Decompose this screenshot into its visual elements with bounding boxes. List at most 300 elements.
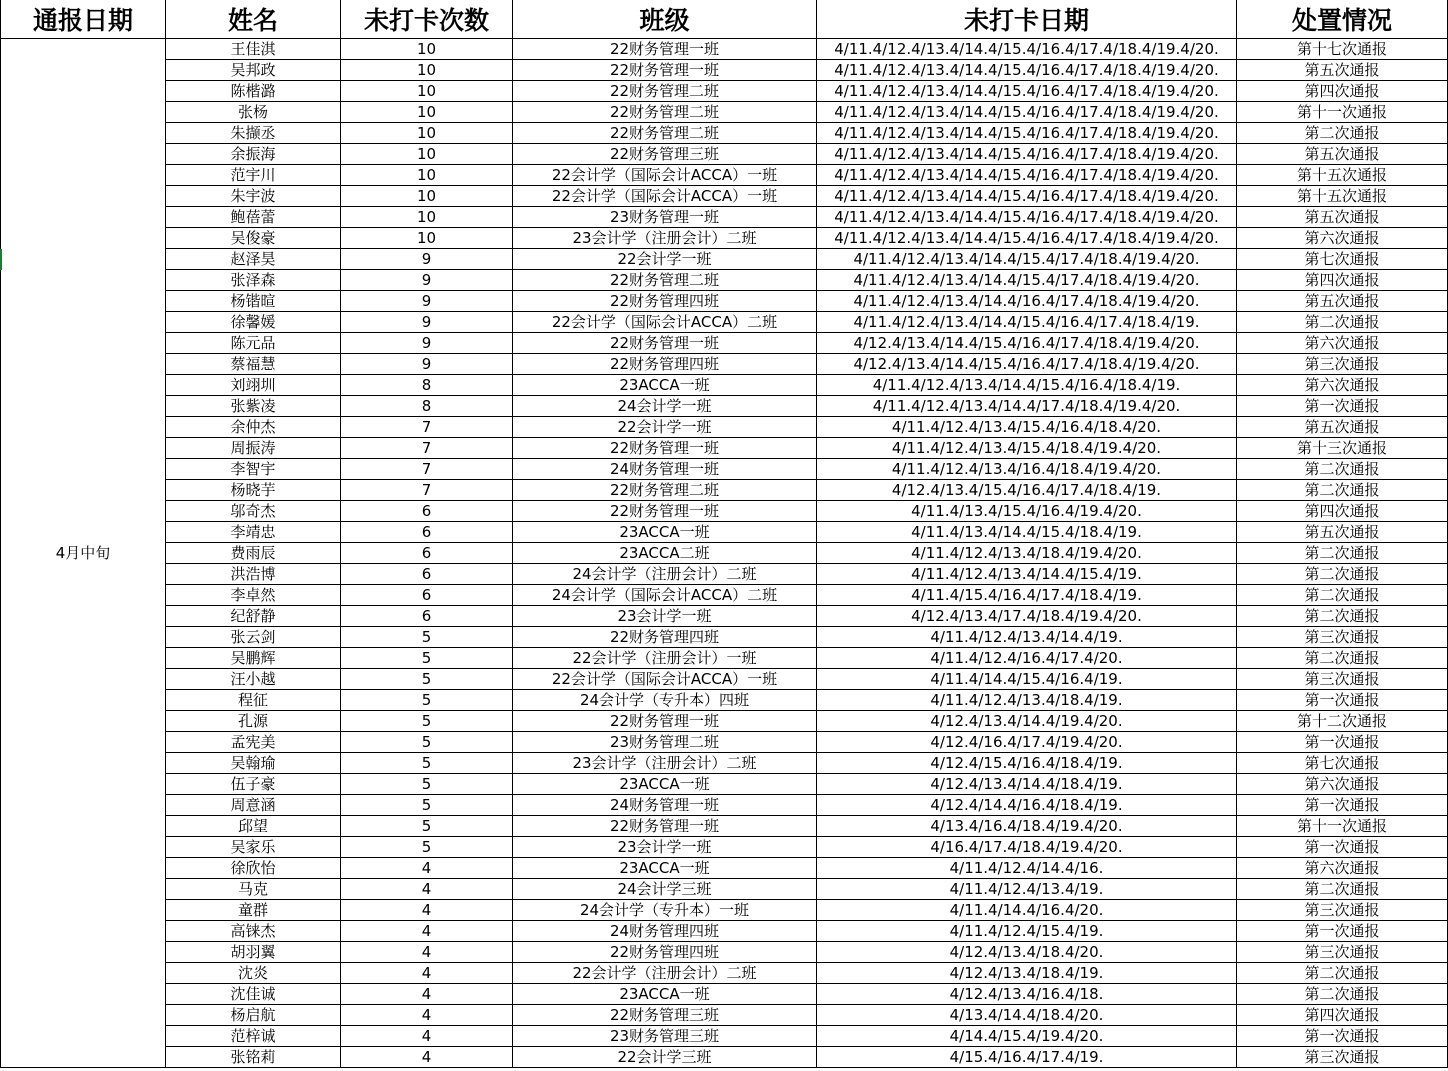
status-cell[interactable]: 第四次通报	[1237, 501, 1448, 522]
missed-dates-cell[interactable]: 4/11.4/12.4/13.4/14.4/15.4/16.4/17.4/18.4/19.4/20.	[817, 186, 1237, 207]
table-row	[1, 1047, 1448, 1068]
status-cell[interactable]: 第三次通报	[1237, 942, 1448, 963]
table-row	[1, 984, 1448, 1005]
missed-dates-cell[interactable]: 4/11.4/12.4/13.4/14.4/15.4/16.4/17.4/18.4/19.4/20.	[817, 81, 1237, 102]
name-cell[interactable]: 杨锴暄	[166, 291, 341, 312]
missed-dates-cell[interactable]: 4/11.4/12.4/13.4/14.4/15.4/16.4/17.4/18.4/19.	[817, 312, 1237, 333]
status-cell[interactable]: 第四次通报	[1237, 81, 1448, 102]
status-cell[interactable]: 第二次通报	[1237, 312, 1448, 333]
status-cell[interactable]: 第二次通报	[1237, 648, 1448, 669]
name-cell[interactable]: 张泽森	[166, 270, 341, 291]
name-cell[interactable]: 吴鹏辉	[166, 648, 341, 669]
name-cell[interactable]: 费雨辰	[166, 543, 341, 564]
class-cell[interactable]: 22会计学三班	[513, 1047, 817, 1068]
class-cell[interactable]: 22财务管理一班	[513, 333, 817, 354]
missed-dates-cell[interactable]: 4/12.4/15.4/16.4/18.4/19.	[817, 753, 1237, 774]
class-cell[interactable]: 22财务管理二班	[513, 102, 817, 123]
missed-count-cell[interactable]: 7	[341, 480, 513, 501]
missed-dates-cell[interactable]: 4/12.4/14.4/16.4/18.4/19.	[817, 795, 1237, 816]
missed-count-cell[interactable]: 10	[341, 165, 513, 186]
missed-dates-cell[interactable]: 4/11.4/12.4/13.4/14.4/15.4/16.4/18.4/19.	[817, 375, 1237, 396]
status-cell[interactable]: 第三次通报	[1237, 669, 1448, 690]
status-cell[interactable]: 第七次通报	[1237, 249, 1448, 270]
table-row	[1, 900, 1448, 921]
table-row	[1, 333, 1448, 354]
report-date-cell[interactable]: 4月中旬	[1, 39, 166, 1068]
missed-dates-cell[interactable]: 4/11.4/12.4/14.4/16.	[817, 858, 1237, 879]
table-row	[1, 438, 1448, 459]
table-row	[1, 942, 1448, 963]
table-row	[1, 165, 1448, 186]
name-cell[interactable]: 范梓诚	[166, 1026, 341, 1047]
missed-count-cell[interactable]: 4	[341, 1026, 513, 1047]
missed-dates-cell[interactable]: 4/11.4/12.4/13.4/14.4/15.4/17.4/18.4/19.4/20.	[817, 270, 1237, 291]
class-cell[interactable]: 23财务管理二班	[513, 732, 817, 753]
missed-count-cell[interactable]: 5	[341, 711, 513, 732]
name-cell[interactable]: 朱撷丞	[166, 123, 341, 144]
header-missed-count[interactable]: 未打卡次数	[341, 0, 513, 39]
table-row	[1, 1026, 1448, 1047]
missed-dates-cell[interactable]: 4/12.4/13.4/14.4/15.4/16.4/17.4/18.4/19.4/20.	[817, 333, 1237, 354]
table-row	[1, 963, 1448, 984]
class-cell[interactable]: 22财务管理四班	[513, 291, 817, 312]
class-cell[interactable]: 22财务管理四班	[513, 627, 817, 648]
name-cell[interactable]: 陈元品	[166, 333, 341, 354]
status-cell[interactable]: 第五次通报	[1237, 60, 1448, 81]
name-cell[interactable]: 杨启航	[166, 1005, 341, 1026]
status-cell[interactable]: 第一次通报	[1237, 690, 1448, 711]
class-cell[interactable]: 22财务管理二班	[513, 123, 817, 144]
table-row	[1, 669, 1448, 690]
class-cell[interactable]: 23ACCA二班	[513, 543, 817, 564]
name-cell[interactable]: 徐馨媛	[166, 312, 341, 333]
class-cell[interactable]: 22财务管理一班	[513, 711, 817, 732]
name-cell[interactable]: 伍子豪	[166, 774, 341, 795]
table-row	[1, 606, 1448, 627]
missed-dates-cell[interactable]: 4/11.4/12.4/15.4/19.	[817, 921, 1237, 942]
missed-count-cell[interactable]: 4	[341, 942, 513, 963]
missed-count-cell[interactable]: 5	[341, 669, 513, 690]
row-selection-marker	[0, 249, 2, 270]
missed-dates-cell[interactable]: 4/11.4/12.4/13.4/14.4/15.4/16.4/17.4/18.4/19.4/20.	[817, 60, 1237, 81]
table-row	[1, 207, 1448, 228]
status-cell[interactable]: 第三次通报	[1237, 354, 1448, 375]
name-cell[interactable]: 吴翰瑜	[166, 753, 341, 774]
table-row	[1, 837, 1448, 858]
name-cell[interactable]: 杨晓芋	[166, 480, 341, 501]
status-cell[interactable]: 第二次通报	[1237, 459, 1448, 480]
missed-count-cell[interactable]: 4	[341, 963, 513, 984]
name-cell[interactable]: 汪小越	[166, 669, 341, 690]
missed-count-cell[interactable]: 4	[341, 900, 513, 921]
name-cell[interactable]: 蔡福慧	[166, 354, 341, 375]
name-cell[interactable]: 邬奇杰	[166, 501, 341, 522]
missed-count-cell[interactable]: 6	[341, 585, 513, 606]
name-cell[interactable]: 余振海	[166, 144, 341, 165]
missed-count-cell[interactable]: 7	[341, 438, 513, 459]
name-cell[interactable]: 鲍蓓蕾	[166, 207, 341, 228]
missed-dates-cell[interactable]: 4/13.4/16.4/18.4/19.4/20.	[817, 816, 1237, 837]
missed-dates-cell[interactable]: 4/12.4/13.4/14.4/15.4/16.4/17.4/18.4/19.4/20.	[817, 354, 1237, 375]
missed-count-cell[interactable]: 9	[341, 354, 513, 375]
missed-count-cell[interactable]: 6	[341, 501, 513, 522]
table-row	[1, 543, 1448, 564]
missed-count-cell[interactable]: 8	[341, 375, 513, 396]
missed-dates-cell[interactable]: 4/12.4/13.4/14.4/19.4/20.	[817, 711, 1237, 732]
class-cell[interactable]: 23财务管理一班	[513, 207, 817, 228]
table-row	[1, 60, 1448, 81]
status-cell[interactable]: 第五次通报	[1237, 417, 1448, 438]
class-cell[interactable]: 22会计学（注册会计）二班	[513, 963, 817, 984]
table-row	[1, 711, 1448, 732]
missed-dates-cell[interactable]: 4/13.4/14.4/18.4/20.	[817, 1005, 1237, 1026]
missed-count-cell[interactable]: 6	[341, 606, 513, 627]
status-cell[interactable]: 第三次通报	[1237, 900, 1448, 921]
missed-count-cell[interactable]: 4	[341, 984, 513, 1005]
table-row	[1, 522, 1448, 543]
table-row	[1, 249, 1448, 270]
status-cell[interactable]: 第四次通报	[1237, 270, 1448, 291]
missed-count-cell[interactable]: 9	[341, 291, 513, 312]
table-row	[1, 354, 1448, 375]
status-cell[interactable]: 第十一次通报	[1237, 102, 1448, 123]
status-cell[interactable]: 第十一次通报	[1237, 816, 1448, 837]
missed-dates-cell[interactable]: 4/11.4/12.4/13.4/14.4/15.4/16.4/17.4/18.4/19.4/20.	[817, 102, 1237, 123]
missed-dates-cell[interactable]: 4/12.4/13.4/14.4/18.4/19.	[817, 774, 1237, 795]
missed-count-cell[interactable]: 5	[341, 627, 513, 648]
table-row	[1, 123, 1448, 144]
status-cell[interactable]: 第十五次通报	[1237, 186, 1448, 207]
name-cell[interactable]: 陈楷潞	[166, 81, 341, 102]
missed-count-cell[interactable]: 4	[341, 921, 513, 942]
class-cell[interactable]: 24会计学（国际会计ACCA）二班	[513, 585, 817, 606]
class-cell[interactable]: 23会计学一班	[513, 837, 817, 858]
class-cell[interactable]: 23财务管理三班	[513, 1026, 817, 1047]
name-cell[interactable]: 程征	[166, 690, 341, 711]
table-row	[1, 312, 1448, 333]
table-row	[1, 774, 1448, 795]
table-body	[1, 39, 1448, 1068]
status-cell[interactable]: 第二次通报	[1237, 879, 1448, 900]
missed-dates-cell[interactable]: 4/12.4/13.4/17.4/18.4/19.4/20.	[817, 606, 1237, 627]
class-cell[interactable]: 23ACCA一班	[513, 375, 817, 396]
status-cell[interactable]: 第二次通报	[1237, 585, 1448, 606]
missed-dates-cell[interactable]: 4/16.4/17.4/18.4/19.4/20.	[817, 837, 1237, 858]
missed-count-cell[interactable]: 4	[341, 1047, 513, 1068]
status-cell[interactable]: 第四次通报	[1237, 1005, 1448, 1026]
name-cell[interactable]: 张铭莉	[166, 1047, 341, 1068]
missed-count-cell[interactable]: 4	[341, 1005, 513, 1026]
missed-count-cell[interactable]: 4	[341, 879, 513, 900]
missed-dates-cell[interactable]: 4/11.4/14.4/15.4/16.4/19.	[817, 669, 1237, 690]
class-cell[interactable]: 24财务管理一班	[513, 795, 817, 816]
class-cell[interactable]: 22会计学一班	[513, 417, 817, 438]
status-cell[interactable]: 第三次通报	[1237, 627, 1448, 648]
name-cell[interactable]: 沈炎	[166, 963, 341, 984]
status-cell[interactable]: 第一次通报	[1237, 795, 1448, 816]
name-cell[interactable]: 李智宇	[166, 459, 341, 480]
missed-count-cell[interactable]: 5	[341, 774, 513, 795]
class-cell[interactable]: 24会计学一班	[513, 396, 817, 417]
name-cell[interactable]: 张杨	[166, 102, 341, 123]
missed-dates-cell[interactable]: 4/12.4/13.4/18.4/20.	[817, 942, 1237, 963]
class-cell[interactable]: 23ACCA一班	[513, 984, 817, 1005]
table-row	[1, 144, 1448, 165]
missed-dates-cell[interactable]: 4/15.4/16.4/17.4/19.	[817, 1047, 1237, 1068]
table-row	[1, 732, 1448, 753]
name-cell[interactable]: 周意涵	[166, 795, 341, 816]
missed-count-cell[interactable]: 9	[341, 333, 513, 354]
status-cell[interactable]: 第五次通报	[1237, 207, 1448, 228]
missed-count-cell[interactable]: 7	[341, 459, 513, 480]
class-cell[interactable]: 24会计学（注册会计）二班	[513, 564, 817, 585]
class-cell[interactable]: 22财务管理二班	[513, 270, 817, 291]
class-cell[interactable]: 22财务管理四班	[513, 354, 817, 375]
class-cell[interactable]: 22财务管理一班	[513, 816, 817, 837]
class-cell[interactable]: 23会计学（注册会计）二班	[513, 753, 817, 774]
class-cell[interactable]: 22财务管理三班	[513, 144, 817, 165]
table-row	[1, 921, 1448, 942]
name-cell[interactable]: 孟宪美	[166, 732, 341, 753]
missed-dates-cell[interactable]: 4/11.4/12.4/13.4/14.4/15.4/16.4/17.4/18.4/19.4/20.	[817, 228, 1237, 249]
name-cell[interactable]: 周振涛	[166, 438, 341, 459]
missed-dates-cell[interactable]: 4/11.4/13.4/15.4/16.4/19.4/20.	[817, 501, 1237, 522]
table-row	[1, 291, 1448, 312]
missed-count-cell[interactable]: 10	[341, 207, 513, 228]
missed-count-cell[interactable]: 6	[341, 564, 513, 585]
name-cell[interactable]: 孔源	[166, 711, 341, 732]
class-cell[interactable]: 22会计学（国际会计ACCA）一班	[513, 669, 817, 690]
table-row	[1, 102, 1448, 123]
table-row	[1, 375, 1448, 396]
missed-count-cell[interactable]: 10	[341, 102, 513, 123]
missed-count-cell[interactable]: 10	[341, 144, 513, 165]
status-cell[interactable]: 第二次通报	[1237, 123, 1448, 144]
class-cell[interactable]: 23ACCA一班	[513, 858, 817, 879]
header-class[interactable]: 班级	[513, 0, 817, 39]
status-cell[interactable]: 第十五次通报	[1237, 165, 1448, 186]
status-cell[interactable]: 第一次通报	[1237, 396, 1448, 417]
name-cell[interactable]: 张紫凌	[166, 396, 341, 417]
table-row	[1, 795, 1448, 816]
missed-count-cell[interactable]: 5	[341, 690, 513, 711]
missed-count-cell[interactable]: 5	[341, 795, 513, 816]
header-row	[1, 0, 1448, 39]
status-cell[interactable]: 第十三次通报	[1237, 438, 1448, 459]
missed-dates-cell[interactable]: 4/11.4/12.4/13.4/14.4/15.4/17.4/18.4/19.4/20.	[817, 249, 1237, 270]
name-cell[interactable]: 王佳淇	[166, 39, 341, 60]
status-cell[interactable]: 第二次通报	[1237, 963, 1448, 984]
class-cell[interactable]: 22财务管理二班	[513, 480, 817, 501]
name-cell[interactable]: 李靖忠	[166, 522, 341, 543]
missed-dates-cell[interactable]: 4/11.4/12.4/13.4/14.4/19.	[817, 627, 1237, 648]
status-cell[interactable]: 第七次通报	[1237, 753, 1448, 774]
missed-dates-cell[interactable]: 4/11.4/15.4/16.4/17.4/18.4/19.	[817, 585, 1237, 606]
name-cell[interactable]: 洪浩博	[166, 564, 341, 585]
missed-dates-cell[interactable]: 4/11.4/12.4/13.4/14.4/15.4/16.4/17.4/18.4/19.4/20.	[817, 144, 1237, 165]
status-cell[interactable]: 第一次通报	[1237, 921, 1448, 942]
missed-count-cell[interactable]: 10	[341, 228, 513, 249]
missed-dates-cell[interactable]: 4/11.4/12.4/13.4/14.4/15.4/19.	[817, 564, 1237, 585]
table-row	[1, 816, 1448, 837]
missed-dates-cell[interactable]: 4/11.4/12.4/13.4/14.4/15.4/16.4/17.4/18.4/19.4/20.	[817, 123, 1237, 144]
missed-dates-cell[interactable]: 4/11.4/12.4/16.4/17.4/20.	[817, 648, 1237, 669]
class-cell[interactable]: 23会计学一班	[513, 606, 817, 627]
missed-dates-cell[interactable]: 4/11.4/12.4/13.4/18.4/19.4/20.	[817, 543, 1237, 564]
missed-count-cell[interactable]: 7	[341, 417, 513, 438]
class-cell[interactable]: 24财务管理一班	[513, 459, 817, 480]
missed-dates-cell[interactable]: 4/11.4/12.4/13.4/14.4/15.4/16.4/17.4/18.4/19.4/20.	[817, 207, 1237, 228]
missed-dates-cell[interactable]: 4/11.4/12.4/13.4/16.4/18.4/19.4/20.	[817, 459, 1237, 480]
class-cell[interactable]: 22财务管理二班	[513, 81, 817, 102]
table-row	[1, 417, 1448, 438]
missed-dates-cell[interactable]: 4/11.4/12.4/13.4/14.4/16.4/17.4/18.4/19.4/20.	[817, 291, 1237, 312]
missed-dates-cell[interactable]: 4/11.4/12.4/13.4/19.	[817, 879, 1237, 900]
missed-dates-cell[interactable]: 4/12.4/16.4/17.4/19.4/20.	[817, 732, 1237, 753]
missed-count-cell[interactable]: 6	[341, 543, 513, 564]
class-cell[interactable]: 22会计学（国际会计ACCA）一班	[513, 186, 817, 207]
name-cell[interactable]: 余仲杰	[166, 417, 341, 438]
name-cell[interactable]: 刘翊圳	[166, 375, 341, 396]
class-cell[interactable]: 24财务管理四班	[513, 921, 817, 942]
status-cell[interactable]: 第六次通报	[1237, 333, 1448, 354]
name-cell[interactable]: 童群	[166, 900, 341, 921]
name-cell[interactable]: 纪舒静	[166, 606, 341, 627]
table-row	[1, 228, 1448, 249]
class-cell[interactable]: 22会计学一班	[513, 249, 817, 270]
table-row	[1, 396, 1448, 417]
status-cell[interactable]: 第二次通报	[1237, 480, 1448, 501]
missed-count-cell[interactable]: 5	[341, 732, 513, 753]
missed-count-cell[interactable]: 9	[341, 270, 513, 291]
class-cell[interactable]: 24会计学三班	[513, 879, 817, 900]
name-cell[interactable]: 马克	[166, 879, 341, 900]
status-cell[interactable]: 第二次通报	[1237, 606, 1448, 627]
table-row	[1, 186, 1448, 207]
class-cell[interactable]: 22财务管理一班	[513, 60, 817, 81]
name-cell[interactable]: 高铼杰	[166, 921, 341, 942]
table-row	[1, 627, 1448, 648]
missed-dates-cell[interactable]: 4/11.4/12.4/13.4/14.4/15.4/16.4/17.4/18.4/19.4/20.	[817, 165, 1237, 186]
table-row	[1, 81, 1448, 102]
status-cell[interactable]: 第五次通报	[1237, 522, 1448, 543]
name-cell[interactable]: 张云剑	[166, 627, 341, 648]
missed-count-cell[interactable]: 9	[341, 312, 513, 333]
missed-count-cell[interactable]: 8	[341, 396, 513, 417]
class-cell[interactable]: 23ACCA一班	[513, 774, 817, 795]
missed-dates-cell[interactable]: 4/12.4/13.4/15.4/16.4/17.4/18.4/19.	[817, 480, 1237, 501]
status-cell[interactable]: 第二次通报	[1237, 984, 1448, 1005]
missed-count-cell[interactable]: 10	[341, 81, 513, 102]
missed-dates-cell[interactable]: 4/11.4/12.4/13.4/18.4/19.	[817, 690, 1237, 711]
class-cell[interactable]: 23ACCA一班	[513, 522, 817, 543]
name-cell[interactable]: 朱宇波	[166, 186, 341, 207]
missed-dates-cell[interactable]: 4/11.4/13.4/14.4/15.4/18.4/19.	[817, 522, 1237, 543]
status-cell[interactable]: 第十七次通报	[1237, 39, 1448, 60]
name-cell[interactable]: 徐欣怡	[166, 858, 341, 879]
table-row	[1, 480, 1448, 501]
header-status[interactable]: 处置情况	[1237, 0, 1448, 39]
table-row	[1, 648, 1448, 669]
missed-dates-cell[interactable]: 4/11.4/12.4/13.4/15.4/16.4/18.4/20.	[817, 417, 1237, 438]
class-cell[interactable]: 22会计学（注册会计）一班	[513, 648, 817, 669]
missed-count-cell[interactable]: 5	[341, 648, 513, 669]
name-cell[interactable]: 赵泽昊	[166, 249, 341, 270]
name-cell[interactable]: 吴家乐	[166, 837, 341, 858]
status-cell[interactable]: 第六次通报	[1237, 228, 1448, 249]
table-row	[1, 585, 1448, 606]
missed-dates-cell[interactable]: 4/12.4/13.4/16.4/18.	[817, 984, 1237, 1005]
status-cell[interactable]: 第三次通报	[1237, 1047, 1448, 1068]
missed-dates-cell[interactable]: 4/11.4/12.4/13.4/14.4/15.4/16.4/17.4/18.4/19.4/20.	[817, 39, 1237, 60]
missed-dates-cell[interactable]: 4/11.4/14.4/16.4/20.	[817, 900, 1237, 921]
name-cell[interactable]: 胡羽翼	[166, 942, 341, 963]
missed-count-cell[interactable]: 6	[341, 522, 513, 543]
status-cell[interactable]: 第五次通报	[1237, 291, 1448, 312]
class-cell[interactable]: 24会计学（专升本）四班	[513, 690, 817, 711]
status-cell[interactable]: 第六次通报	[1237, 375, 1448, 396]
status-cell[interactable]: 第十二次通报	[1237, 711, 1448, 732]
missed-count-cell[interactable]: 5	[341, 816, 513, 837]
table-row	[1, 753, 1448, 774]
table-row	[1, 690, 1448, 711]
missed-count-cell[interactable]: 4	[341, 858, 513, 879]
class-cell[interactable]: 22财务管理一班	[513, 501, 817, 522]
table-row	[1, 459, 1448, 480]
table-row	[1, 39, 1448, 60]
name-cell[interactable]: 邱望	[166, 816, 341, 837]
class-cell[interactable]: 23会计学（注册会计）二班	[513, 228, 817, 249]
name-cell[interactable]: 沈佳诚	[166, 984, 341, 1005]
missed-count-cell[interactable]: 10	[341, 60, 513, 81]
name-cell[interactable]: 吴邦政	[166, 60, 341, 81]
missed-dates-cell[interactable]: 4/12.4/13.4/18.4/19.	[817, 963, 1237, 984]
class-cell[interactable]: 22财务管理一班	[513, 438, 817, 459]
missed-count-cell[interactable]: 10	[341, 186, 513, 207]
missed-dates-cell[interactable]: 4/14.4/15.4/19.4/20.	[817, 1026, 1237, 1047]
missed-dates-cell[interactable]: 4/11.4/12.4/13.4/15.4/18.4/19.4/20.	[817, 438, 1237, 459]
missed-count-cell[interactable]: 5	[341, 753, 513, 774]
class-cell[interactable]: 22财务管理一班	[513, 39, 817, 60]
header-missed-dates[interactable]: 未打卡日期	[817, 0, 1237, 39]
missed-count-cell[interactable]: 9	[341, 249, 513, 270]
class-cell[interactable]: 22会计学（国际会计ACCA）二班	[513, 312, 817, 333]
status-cell[interactable]: 第一次通报	[1237, 732, 1448, 753]
class-cell[interactable]: 22财务管理四班	[513, 942, 817, 963]
status-cell[interactable]: 第一次通报	[1237, 837, 1448, 858]
table-row	[1, 1005, 1448, 1026]
missed-count-cell[interactable]: 10	[341, 39, 513, 60]
missed-count-cell[interactable]: 5	[341, 837, 513, 858]
name-cell[interactable]: 李卓然	[166, 585, 341, 606]
header-name[interactable]: 姓名	[166, 0, 341, 39]
status-cell[interactable]: 第二次通报	[1237, 543, 1448, 564]
header-report-date[interactable]: 通报日期	[1, 0, 166, 39]
status-cell[interactable]: 第五次通报	[1237, 144, 1448, 165]
missed-dates-cell[interactable]: 4/11.4/12.4/13.4/14.4/17.4/18.4/19.4/20.	[817, 396, 1237, 417]
table-row	[1, 879, 1448, 900]
class-cell[interactable]: 22会计学（国际会计ACCA）一班	[513, 165, 817, 186]
status-cell[interactable]: 第六次通报	[1237, 858, 1448, 879]
status-cell[interactable]: 第二次通报	[1237, 564, 1448, 585]
status-cell[interactable]: 第六次通报	[1237, 774, 1448, 795]
class-cell[interactable]: 24会计学（专升本）一班	[513, 900, 817, 921]
missed-count-cell[interactable]: 10	[341, 123, 513, 144]
status-cell[interactable]: 第一次通报	[1237, 1026, 1448, 1047]
name-cell[interactable]: 吴俊豪	[166, 228, 341, 249]
name-cell[interactable]: 范宇川	[166, 165, 341, 186]
class-cell[interactable]: 22财务管理三班	[513, 1005, 817, 1026]
